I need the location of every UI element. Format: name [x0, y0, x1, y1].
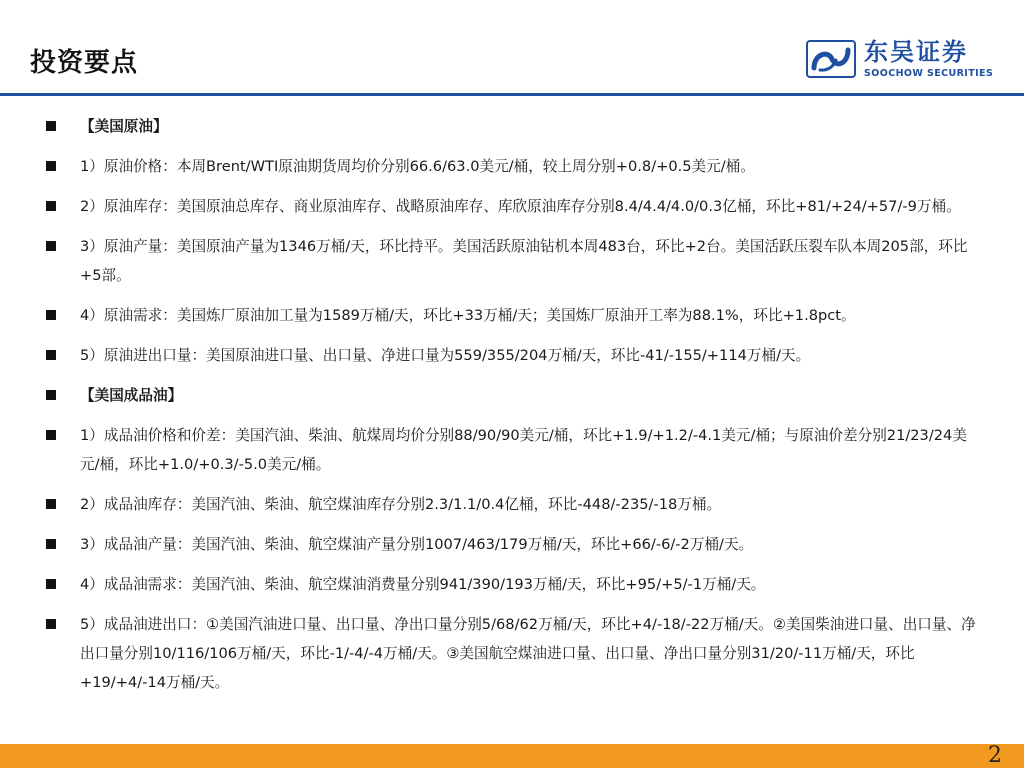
bullet-square-icon [46, 579, 56, 589]
bullet-square-icon [46, 310, 56, 320]
list-item [46, 112, 986, 141]
bullet-square-icon [46, 161, 56, 171]
list-item [46, 192, 986, 221]
footer-bar [0, 744, 1024, 768]
list-item [46, 232, 986, 290]
bullet-square-icon [46, 201, 56, 211]
bullet-square-icon [46, 619, 56, 629]
list-item [46, 152, 986, 181]
bullet-text: 2）成品油库存：美国汽油、柴油、航空煤油库存分别2.3/1.1/0.4亿桶，环比-448/-235/-18万桶。 [80, 496, 722, 513]
bullet-text: 4）成品油需求：美国汽油、柴油、航空煤油消费量分别941/390/193万桶/天，环比+95/+5/-1万桶/天。 [80, 576, 766, 593]
list-item [46, 341, 986, 370]
list-item [46, 301, 986, 330]
header-divider [0, 93, 1024, 96]
bullet-text: 5）成品油进出口：①美国汽油进口量、出口量、净出口量分别5/68/62万桶/天，环比+4/-18/-22万桶/天。②美国柴油进口量、出口量、净出口量分别10/116/106万桶/天，环比-1/-4/-4万桶/天。③美国航空煤油进口量、出口量、净出口量分别31/20/-11万桶/天，环比+19/+4/-14万桶/天。 [80, 616, 976, 691]
logo-name-cn: 东吴证券 [864, 38, 968, 66]
bullet-square-icon [46, 390, 56, 400]
bullet-text: 2）原油库存：美国原油总库存、商业原油库存、战略原油库存、库欣原油库存分别8.4/4.4/4.0/0.3亿桶，环比+81/+24/+57/-9万桶。 [80, 198, 961, 215]
bullet-text: 1）原油价格：本周Brent/WTI原油期货周均价分别66.6/63.0美元/桶，较上周分别+0.8/+0.5美元/桶。 [80, 158, 755, 175]
list-item [46, 490, 986, 519]
section-heading: 【美国原油】 [80, 118, 168, 135]
page-number: 2 [988, 743, 1002, 768]
bullet-text: 4）原油需求：美国炼厂原油加工量为1589万桶/天，环比+33万桶/天；美国炼厂原油开工率为88.1%，环比+1.8pct。 [80, 307, 856, 324]
bullet-square-icon [46, 350, 56, 360]
bullet-square-icon [46, 430, 56, 440]
bullet-square-icon [46, 241, 56, 251]
bullet-text: 3）原油产量：美国原油产量为1346万桶/天，环比持平。美国活跃原油钻机本周483台，环比+2台。美国活跃压裂车队本周205部，环比+5部。 [80, 238, 968, 284]
bullet-text: 5）原油进出口量：美国原油进口量、出口量、净进口量为559/355/204万桶/天，环比-41/-155/+114万桶/天。 [80, 347, 811, 364]
company-logo [806, 38, 1006, 84]
page-title: 投资要点 [30, 48, 139, 78]
list-item [46, 610, 986, 697]
soochow-logo-icon [806, 40, 856, 78]
logo-name-en: SOOCHOW SECURITIES [864, 68, 994, 79]
list-item [46, 530, 986, 559]
bullet-square-icon [46, 121, 56, 131]
list-item [46, 381, 986, 410]
list-item [46, 570, 986, 599]
slide-header [0, 0, 1024, 96]
key-points-list [46, 112, 986, 708]
bullet-square-icon [46, 539, 56, 549]
section-heading: 【美国成品油】 [80, 387, 183, 404]
bullet-square-icon [46, 499, 56, 509]
bullet-text: 1）成品油价格和价差：美国汽油、柴油、航煤周均价分别88/90/90美元/桶，环比+1.9/+1.2/-4.1美元/桶；与原油价差分别21/23/24美元/桶，环比+1.0/+0.3/-5.0美元/桶。 [80, 427, 967, 473]
list-item [46, 421, 986, 479]
bullet-text: 3）成品油产量：美国汽油、柴油、航空煤油产量分别1007/463/179万桶/天，环比+66/-6/-2万桶/天。 [80, 536, 754, 553]
